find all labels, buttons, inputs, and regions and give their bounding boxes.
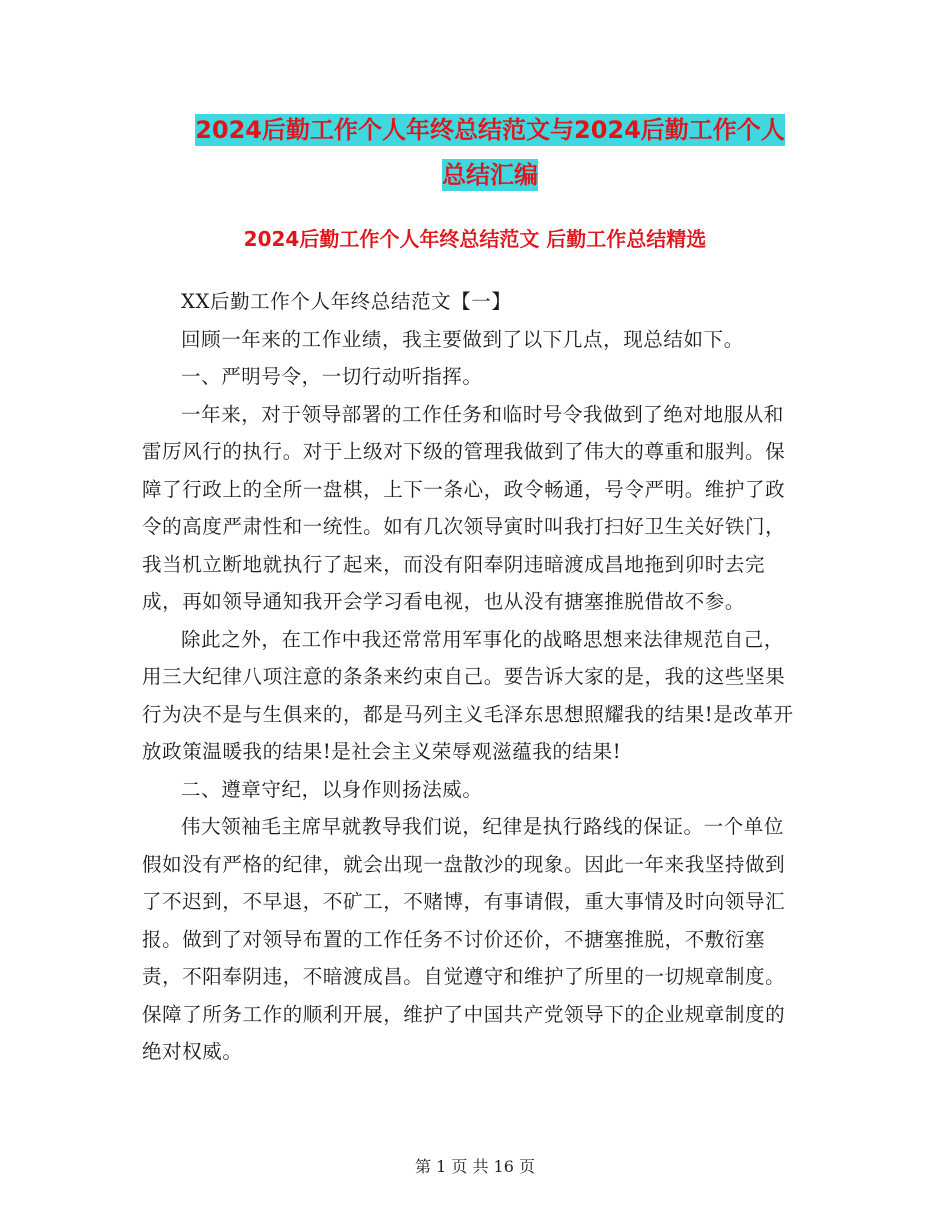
paragraph: 一年来，对于领导部署的工作任务和临时号令我做到了绝对地服从和雷厉风行的执行。对于上级对下级的管理我做到了伟大的尊重和服判。保障了行政上的全所一盘棋，上下一条心，政令畅通，号令严明。维护了政令的高度严肃性和一统性。如有几次领导寅时叫我打扫好卫生关好铁门，我当机立断地就执行了起来，而没有阳奉阴违暗渡成昌地拖到卯时去完成，再如领导通知我开会学习看电视，也从没有搪塞推脱借故不参。 (142, 402, 786, 613)
page-number: 第 1 页 共 16 页 (415, 1157, 535, 1176)
title-line-1: 2024后勤工作个人年终总结范文与2024后勤工作个人 (195, 116, 785, 144)
paragraph-section-heading: 一、严明号令，一切行动听指挥。 (181, 365, 483, 388)
paragraph: 伟大领袖毛主席早就教导我们说，纪律是执行路线的保证。一个单位假如没有严格的纪律，就会出现一盘散沙的现象。因此一年来我坚持做到了不迟到，不早退，不矿工，不赌博，有事请假，重大事情及时向领导汇报。做到了对领导布置的工作任务不讨价还价，不搪塞推脱，不敷衍塞责，不阳奉阴违，不暗渡成昌。自觉遵守和维护了所里的一切规章制度。保障了所务工作的顺利开展，维护了中国共产党领导下的企业规章制度的绝对权威。 (142, 815, 786, 1063)
paragraph-heading: XX后勤工作个人年终总结范文【一】 (181, 290, 512, 313)
section-heading: 2024后勤工作个人年终总结范文 后勤工作总结精选 (243, 227, 707, 251)
paragraph-section-heading: 二、遵章守纪，以身作则扬法威。 (181, 777, 483, 801)
paragraph: 回顾一年来的工作业绩，我主要做到了以下几点，现总结如下。 (181, 327, 744, 351)
paragraph: 除此之外，在工作中我还常常用军事化的战略思想来法律规范自己，用三大纪律八项注意的条条来约束自己。要告诉大家的是，我的这些坚果行为决不是与生俱来的，都是马列主义毛泽东思想照耀我的结果!是改革开放政策温暖我的结果!是社会主义荣辱观滋蕴我的结果! (142, 627, 794, 763)
document-title (140, 108, 840, 198)
title-line-2: 总结汇编 (442, 161, 538, 189)
body-text (142, 283, 804, 1071)
